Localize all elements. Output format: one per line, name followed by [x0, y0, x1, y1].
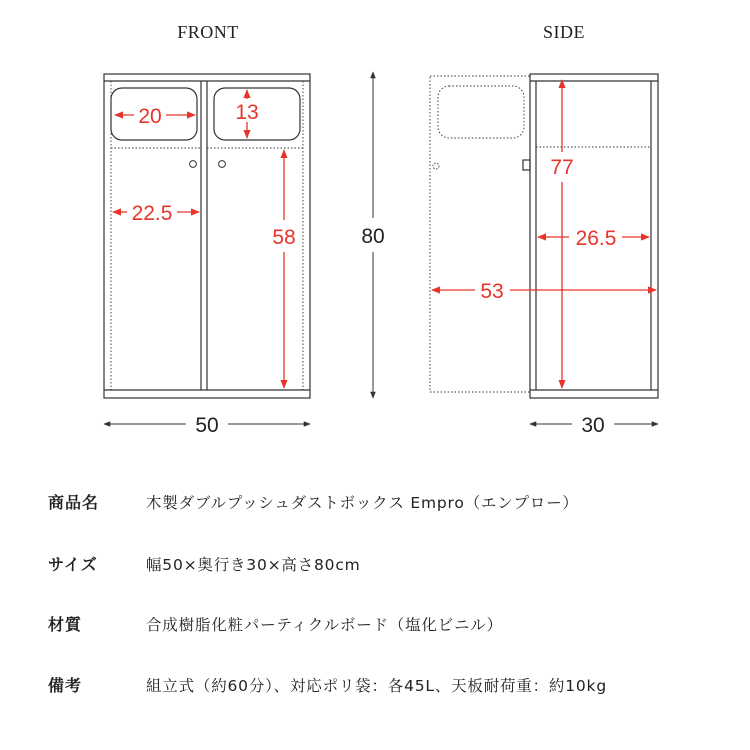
dimension-opening-width: [115, 105, 195, 128]
dimension-opening-height: [235, 90, 258, 138]
spec-label: 商品名: [48, 493, 100, 512]
side-title: SIDE: [543, 22, 585, 42]
spec-value: 組立式（約60分）、対応ポリ袋：各45L、天板耐荷重：約10kg: [146, 677, 607, 695]
dimension-open-depth: [432, 280, 656, 303]
spec-value: 幅50×奥行き30×高さ80cm: [146, 556, 361, 574]
side-view: [430, 22, 658, 437]
open-depth-label: 53: [480, 280, 504, 303]
dimension-side-inner-height: [550, 80, 573, 388]
front-title: FRONT: [177, 22, 239, 42]
spec-value: 合成樹脂化粧パーティクルボード（塩化ビニル）: [146, 616, 503, 634]
inner-width-label: 22.5: [131, 202, 173, 225]
dimension-total-depth: [530, 414, 658, 437]
dimension-total-height: [361, 72, 384, 398]
spec-row-material: [0, 610, 750, 640]
front-view: [104, 22, 310, 437]
opening-height-label: 13: [235, 101, 259, 124]
spec-label: 材質: [48, 615, 83, 634]
inner-height-label: 58: [272, 226, 296, 249]
spec-label: サイズ: [48, 555, 98, 574]
left-door-knob-icon: [190, 161, 197, 168]
total-depth-label: 30: [581, 414, 605, 437]
total-height-label: 80: [361, 225, 385, 248]
spec-row-product-name: [0, 488, 750, 518]
spec-row-notes: [0, 671, 750, 701]
inner-depth-label: 26.5: [575, 227, 617, 250]
dimension-inner-width: [113, 202, 199, 225]
dimension-total-width: [104, 414, 310, 437]
total-width-label: 50: [195, 414, 219, 437]
dimension-inner-depth: [538, 227, 649, 250]
dimension-inner-height: [272, 150, 295, 388]
opening-width-label: 20: [138, 105, 162, 128]
spec-label: 備考: [48, 676, 83, 695]
side-door-knob-icon: [433, 163, 439, 169]
spec-value: 木製ダブルプッシュダストボックス Empro（エンプロー）: [146, 494, 579, 512]
right-door-knob-icon: [219, 161, 226, 168]
open-door-dashed-outline: [430, 76, 530, 392]
spec-row-size: [0, 550, 750, 580]
side-inner-height-label: 77: [550, 156, 574, 179]
